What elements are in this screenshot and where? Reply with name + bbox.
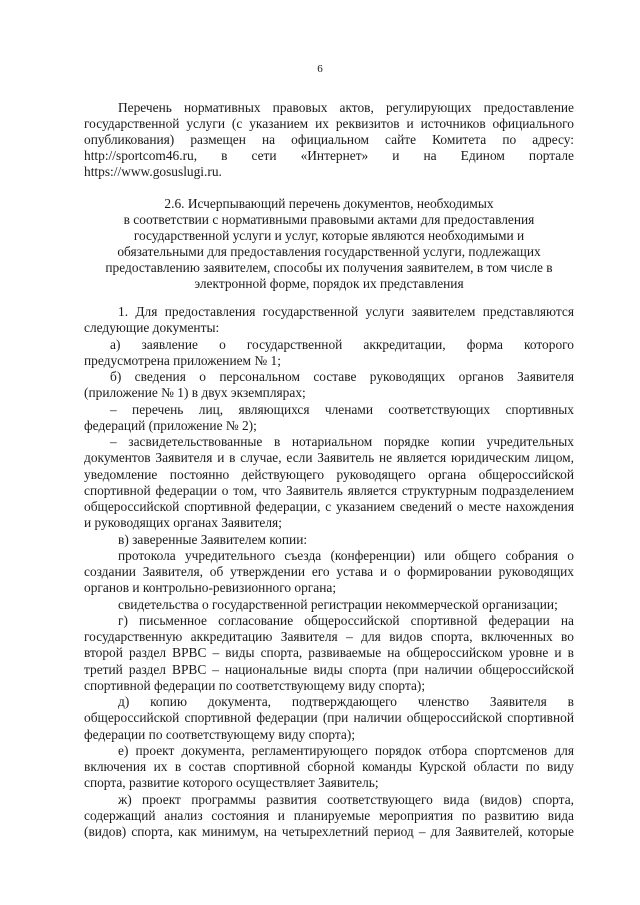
text-line: документов Заявителя и в случае, если Заявитель не является юридическим лицом, bbox=[84, 450, 574, 466]
text-line: (видов) спорта, как минимум, на четырехлетний период – для Заявителей, которые bbox=[84, 824, 574, 839]
heading-line: обязательными для предоставления государственной услуги, подлежащих bbox=[117, 244, 541, 260]
text-line: второй раздел ВРВС – виды спорта, развиваемые на общероссийском уровне и в bbox=[84, 645, 574, 661]
text-line: ж) проект программы развития соответствующего вида (видов) спорта, bbox=[118, 791, 574, 807]
text-line: органов и контрольно-ревизионного органа; bbox=[84, 580, 337, 596]
heading-line: электронной форме, порядок их представления bbox=[194, 276, 464, 292]
text-line: федераций (приложение № 2); bbox=[84, 417, 257, 433]
text-line: спортивной федерации по соответствующему виду спорта); bbox=[84, 677, 426, 693]
text-line: Перечень нормативных правовых актов, регулирующих предоставление bbox=[118, 100, 574, 115]
heading-line: государственной услуги и услуг, которые являются необходимыми и bbox=[133, 228, 525, 244]
text-line: протокола учредительного съезда (конференции) или общего собрания о bbox=[118, 547, 574, 563]
page-number: 6 bbox=[317, 63, 323, 75]
text-line: б) сведения о персональном составе руководящих органов Заявителя bbox=[110, 369, 574, 384]
text-line: государственную аккредитацию Заявителя – для видов спорта, включенных во bbox=[84, 629, 574, 644]
text-line: создании Заявителя, об утверждении его устава и о формировании руководящих bbox=[84, 564, 574, 579]
text-line: е) проект документа, регламентирующего порядок отбора спортсменов для bbox=[118, 742, 574, 758]
text-line: спорта, развитие которого осуществляет Заявитель; bbox=[84, 775, 379, 791]
text-line: г) письменное согласование общероссийской спортивной федерации на bbox=[118, 612, 574, 628]
text-line: федерации по соответствующему виду спорта); bbox=[84, 726, 356, 742]
text-line: государственной услуги (с указанием их реквизитов и источников официального bbox=[84, 116, 574, 132]
text-line: и руководящих органах Заявителя; bbox=[84, 515, 282, 531]
text-line: предусмотрена приложением № 1; bbox=[84, 352, 281, 368]
documents-list bbox=[84, 304, 574, 840]
text-line: общероссийской спортивной федерации (при наличии общероссийской спортивной bbox=[84, 710, 574, 726]
text-line: (приложение № 1) в двух экземплярах; bbox=[84, 385, 306, 401]
text-line: http://sportcom46.ru, в сети «Интернет» и на Едином портале bbox=[84, 148, 574, 164]
text-line: – засвидетельствованные в нотариальном порядке копии учредительных bbox=[110, 434, 574, 449]
text-line: уведомление постоянно действующего руководящего органа общероссийской bbox=[84, 466, 574, 482]
text-line: следующие документы: bbox=[84, 320, 220, 336]
text-line: общероссийской спортивной федерации, с указанием сведений о месте нахождения bbox=[84, 499, 574, 514]
text-line: содержащий анализ состояния и планируемые мероприятия по развитию вида bbox=[84, 807, 574, 823]
heading-line: 2.6. Исчерпывающий перечень документов, необходимых bbox=[164, 196, 494, 211]
heading-line: в соответствии с нормативными правовыми актами для предоставления bbox=[123, 212, 535, 228]
text-line: включения их в состав спортивной сборной команды Курской области по виду bbox=[84, 759, 574, 774]
text-line: спортивной федерации о том, что Заявитель является структурным подразделением bbox=[84, 482, 574, 498]
text-line: третий раздел ВРВС – национальные виды спорта (при наличии общероссийской bbox=[84, 661, 574, 677]
text-line: свидетельства о государственной регистрации некоммерческой организации; bbox=[118, 596, 558, 612]
text-line: опубликования) размещен на официальном сайте Комитета по адресу: bbox=[84, 132, 574, 148]
section-heading bbox=[84, 196, 574, 293]
text-line: в) заверенные Заявителем копии: bbox=[118, 531, 308, 547]
intro-paragraph bbox=[84, 100, 574, 180]
text-line: а) заявление о государственной аккредитации, форма которого bbox=[110, 336, 574, 352]
text-line: – перечень лиц, являющихся членами соответствующих спортивных bbox=[110, 401, 574, 417]
text-line: д) копию документа, подтверждающего членство Заявителя в bbox=[118, 694, 574, 709]
text-line: 1. Для предоставления государственной услуги заявителем представляются bbox=[118, 304, 574, 319]
heading-line: предоставлению заявителем, способы их получения заявителем, в том числе в bbox=[105, 260, 553, 276]
text-line: https://www.gosuslugi.ru. bbox=[84, 164, 222, 180]
